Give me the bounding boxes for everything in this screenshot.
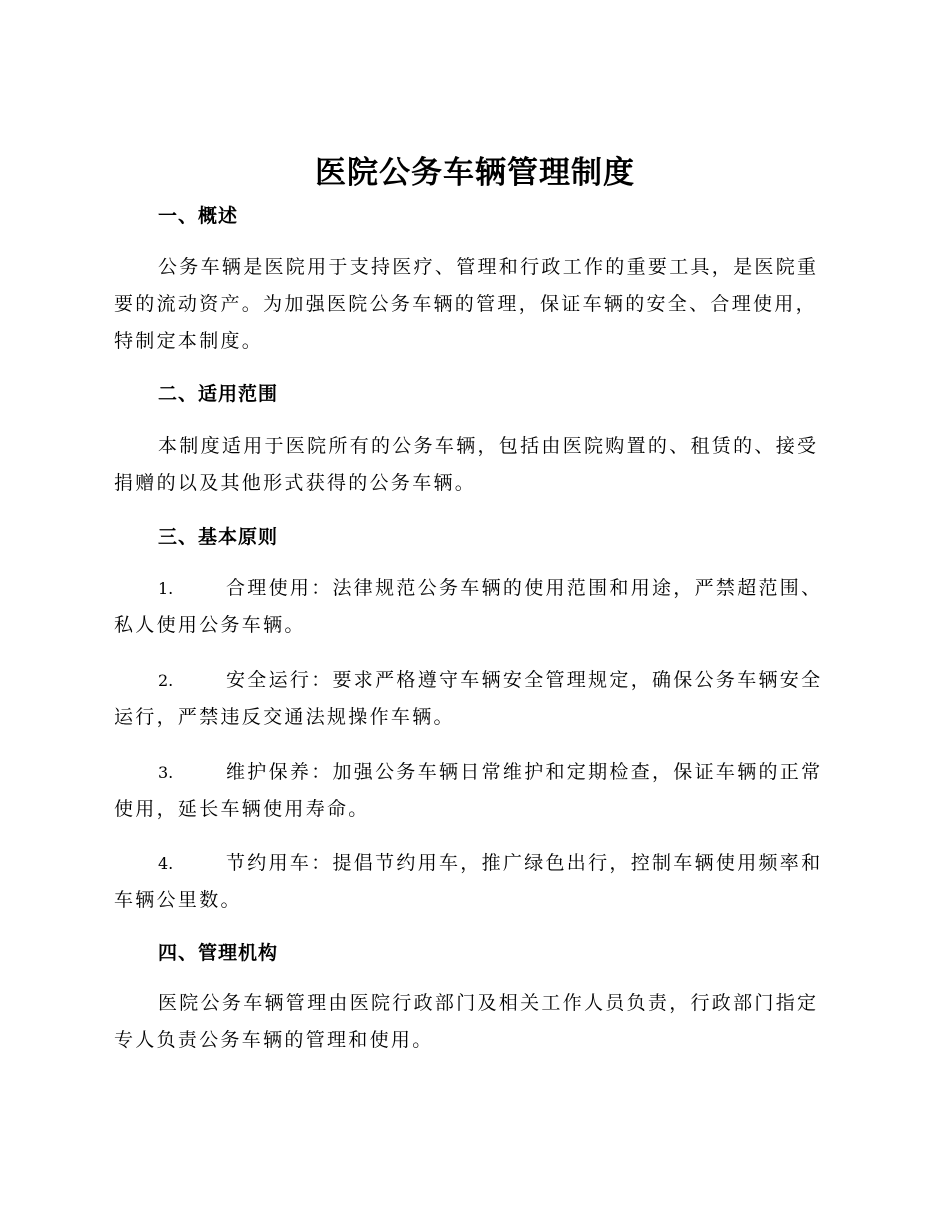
list-item-text: 维护保养：加强公务车辆日常维护和定期检查，保证车辆的正常使用，延长车辆使用寿命。 (114, 761, 823, 820)
section-paragraph-management: 医院公务车辆管理由医院行政部门及相关工作人员负责，行政部门指定专人负责公务车辆的管理和使用。 (114, 992, 819, 1051)
section-heading-scope: 二、适用范围 (158, 383, 279, 405)
principle-item-2 (114, 662, 834, 736)
list-number: 1. (158, 579, 174, 598)
list-item-text: 节约用车：提倡节约用车，推广绿色出行，控制车辆使用频率和车辆公里数。 (114, 852, 823, 911)
principle-item-3 (114, 754, 834, 828)
section-heading-overview: 一、概述 (158, 205, 239, 227)
principle-item-1 (114, 570, 834, 644)
list-item-text: 合理使用：法律规范公务车辆的使用范围和用途，严禁超范围、私人使用公务车辆。 (114, 577, 823, 636)
section-heading-principles: 三、基本原则 (158, 526, 279, 548)
section-paragraph-overview: 公务车辆是医院用于支持医疗、管理和行政工作的重要工具，是医院重要的流动资产。为加强医院公务车辆的管理，保证车辆的安全、合理使用，特制定本制度。 (114, 256, 819, 352)
principle-item-4 (114, 845, 834, 919)
section-heading-management: 四、管理机构 (158, 942, 279, 964)
list-number: 4. (158, 854, 174, 873)
list-number: 2. (158, 671, 174, 690)
section-paragraph-scope: 本制度适用于医院所有的公务车辆，包括由医院购置的、租赁的、接受捐赠的以及其他形式获得的公务车辆。 (114, 435, 819, 494)
list-item-text: 安全运行：要求严格遵守车辆安全管理规定，确保公务车辆安全运行，严禁违反交通法规操作车辆。 (114, 669, 823, 728)
document-title: 医院公务车辆管理制度 (315, 155, 635, 191)
list-number: 3. (158, 763, 174, 782)
